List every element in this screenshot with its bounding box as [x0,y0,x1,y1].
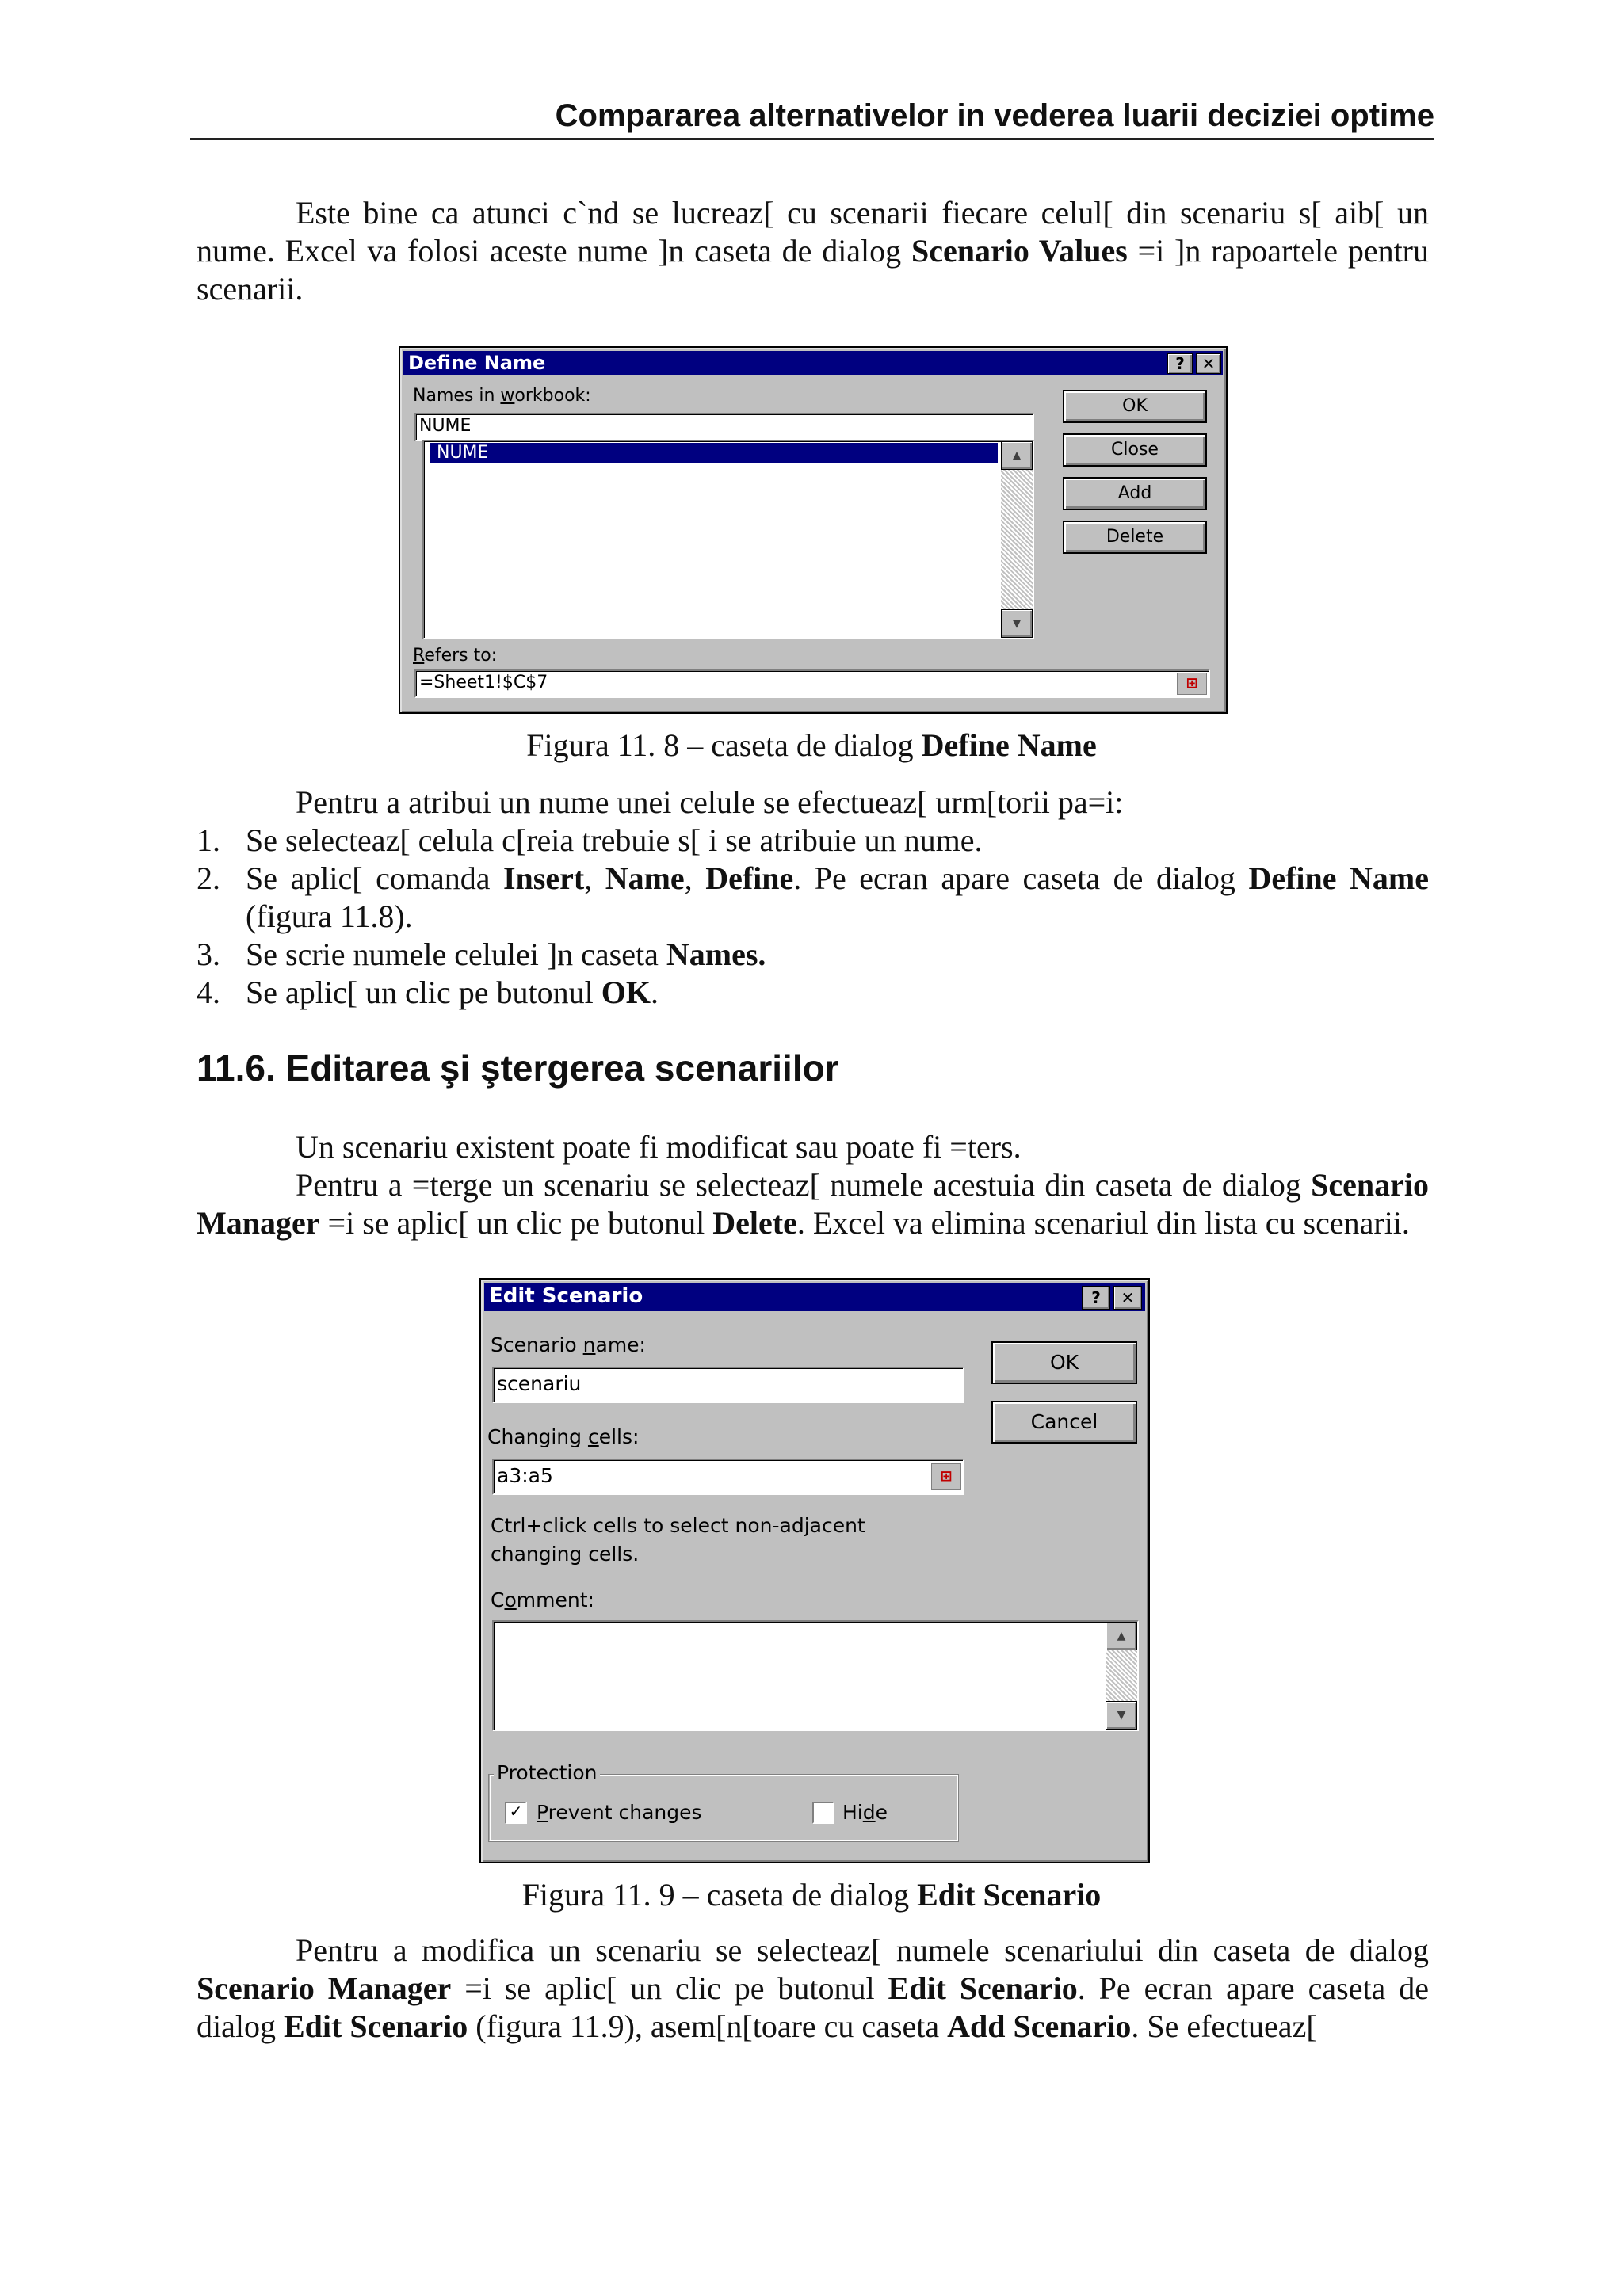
running-header: Compararea alternativelor in vederea luarii deciziei optime [555,98,1434,133]
changing-cells-label: Changing cells: [487,1425,640,1448]
figure-caption-11-8: Figura 11. 8 – caseta de dialog Define Name [526,727,1097,763]
refers-to-value: =Sheet1!$C$7 [419,673,548,692]
help-icon[interactable]: ? [1167,353,1193,374]
scenario-name-input[interactable]: scenariu [492,1367,964,1403]
comment-scrollbar[interactable] [1106,1622,1137,1730]
add-button[interactable]: Add [1063,477,1207,510]
intro-paragraph [197,194,1429,308]
steps-list [197,822,1429,1012]
section-paragraph-2: Pentru a =terge un scenariu se selecteaz[ numele acestuia din caseta de dialog Scenario Manager =i se aplic[ un clic pe butonul Delete. Excel va elimina scenariul din lista cu scenarii. [197,1167,1429,1241]
names-listbox[interactable] [422,440,1034,639]
scroll-up-icon[interactable]: ▲ [1106,1622,1137,1650]
delete-button[interactable]: Delete [1063,521,1207,554]
scroll-down-icon[interactable]: ▼ [1001,609,1033,638]
hint-line-2: changing cells. [491,1543,640,1566]
cancel-button[interactable]: Cancel [991,1401,1137,1444]
range-select-icon[interactable]: ⊞ [931,1463,961,1490]
figure-caption-11-9: Figura 11. 9 – caseta de dialog Edit Scenario [521,1877,1102,1913]
list-item: 3. Se scrie numele celulei ]n caseta Names. [197,936,766,972]
final-paragraph: Pentru a modifica un scenariu se selecteaz[ numele scenariului din caseta de dialog Scenario Manager =i se aplic[ un clic pe butonul Edit Scenario. Pe ecran apare caseta de dialog Edit Scenario (figura 11.9), asem[n[toare cu caseta Add Scenario. Se efectueaz[ [197,1932,1429,2044]
names-in-workbook-label: Names in workbook: [413,386,591,406]
close-icon[interactable]: ✕ [1196,353,1221,374]
intro-text-b: =i ]n rapoartele pentru scenarii. [197,233,1430,307]
define-name-titlebar[interactable] [403,351,1223,375]
hide-checkbox[interactable] [812,1802,834,1824]
refers-to-label: Refers to: [413,646,498,666]
changing-cells-input[interactable] [492,1459,964,1495]
ok-button[interactable]: OK [1063,390,1207,423]
scroll-down-icon[interactable]: ▼ [1106,1701,1137,1730]
define-name-dialog [399,346,1228,714]
close-button[interactable]: Close [1063,433,1207,467]
prevent-changes-label[interactable]: Prevent changes [537,1801,702,1824]
protection-label: Protection [494,1763,600,1783]
header-rule [190,138,1434,140]
ok-button[interactable]: OK [991,1341,1137,1384]
section-paragraph-1: Un scenariu existent poate fi modificat sau poate fi =ters. [296,1129,1022,1165]
scroll-up-icon[interactable]: ▲ [1001,441,1033,470]
steps-intro: Pentru a atribui un nume unei celule se efectueaz[ urm[torii pa=i: [296,784,1124,820]
list-item: 4. Se aplic[ un clic pe butonul OK. [197,974,659,1010]
define-name-title: Define Name [408,352,546,374]
list-item: 1. Se selecteaz[ celula c[reia trebuie s[ i se atribuie un nume. [197,822,983,858]
changing-cells-value: a3:a5 [497,1464,553,1487]
list-item-nume[interactable]: NUME [430,443,998,463]
names-scrollbar[interactable] [1001,441,1033,638]
intro-text-a: Este bine ca atunci c`nd se lucreaz[ cu scenarii fiecare celul[ din scenariu s[ aib[ un nume. Excel va folosi aceste nume ]n caseta de dialog [197,195,1429,269]
help-icon[interactable]: ? [1082,1286,1110,1310]
name-input[interactable]: NUME [414,413,1034,441]
scenario-name-label: Scenario name: [491,1333,646,1356]
checkmark-icon: ✓ [509,1802,523,1821]
edit-scenario-titlebar[interactable] [484,1283,1145,1311]
comment-textarea[interactable] [492,1620,1139,1731]
hide-label[interactable]: Hide [842,1801,888,1824]
hint-line-1: Ctrl+click cells to select non-adjacent [491,1514,865,1537]
close-icon[interactable]: ✕ [1113,1286,1142,1310]
list-item: 2. Se aplic[ comanda Insert, Name, Define. Pe ecran apare caseta de dialog Define Name (figura 11.8). [197,860,1430,934]
comment-label: Comment: [491,1589,594,1611]
edit-scenario-title: Edit Scenario [489,1284,643,1308]
refers-to-input[interactable] [414,669,1210,698]
intro-bold-scenario-values: Scenario Values [911,233,1128,269]
prevent-changes-checkbox[interactable] [505,1802,527,1824]
section-heading: 11.6. Editarea şi ştergerea scenariilor [197,1047,839,1089]
edit-scenario-dialog [479,1278,1150,1863]
range-select-icon[interactable]: ⊞ [1177,673,1207,695]
